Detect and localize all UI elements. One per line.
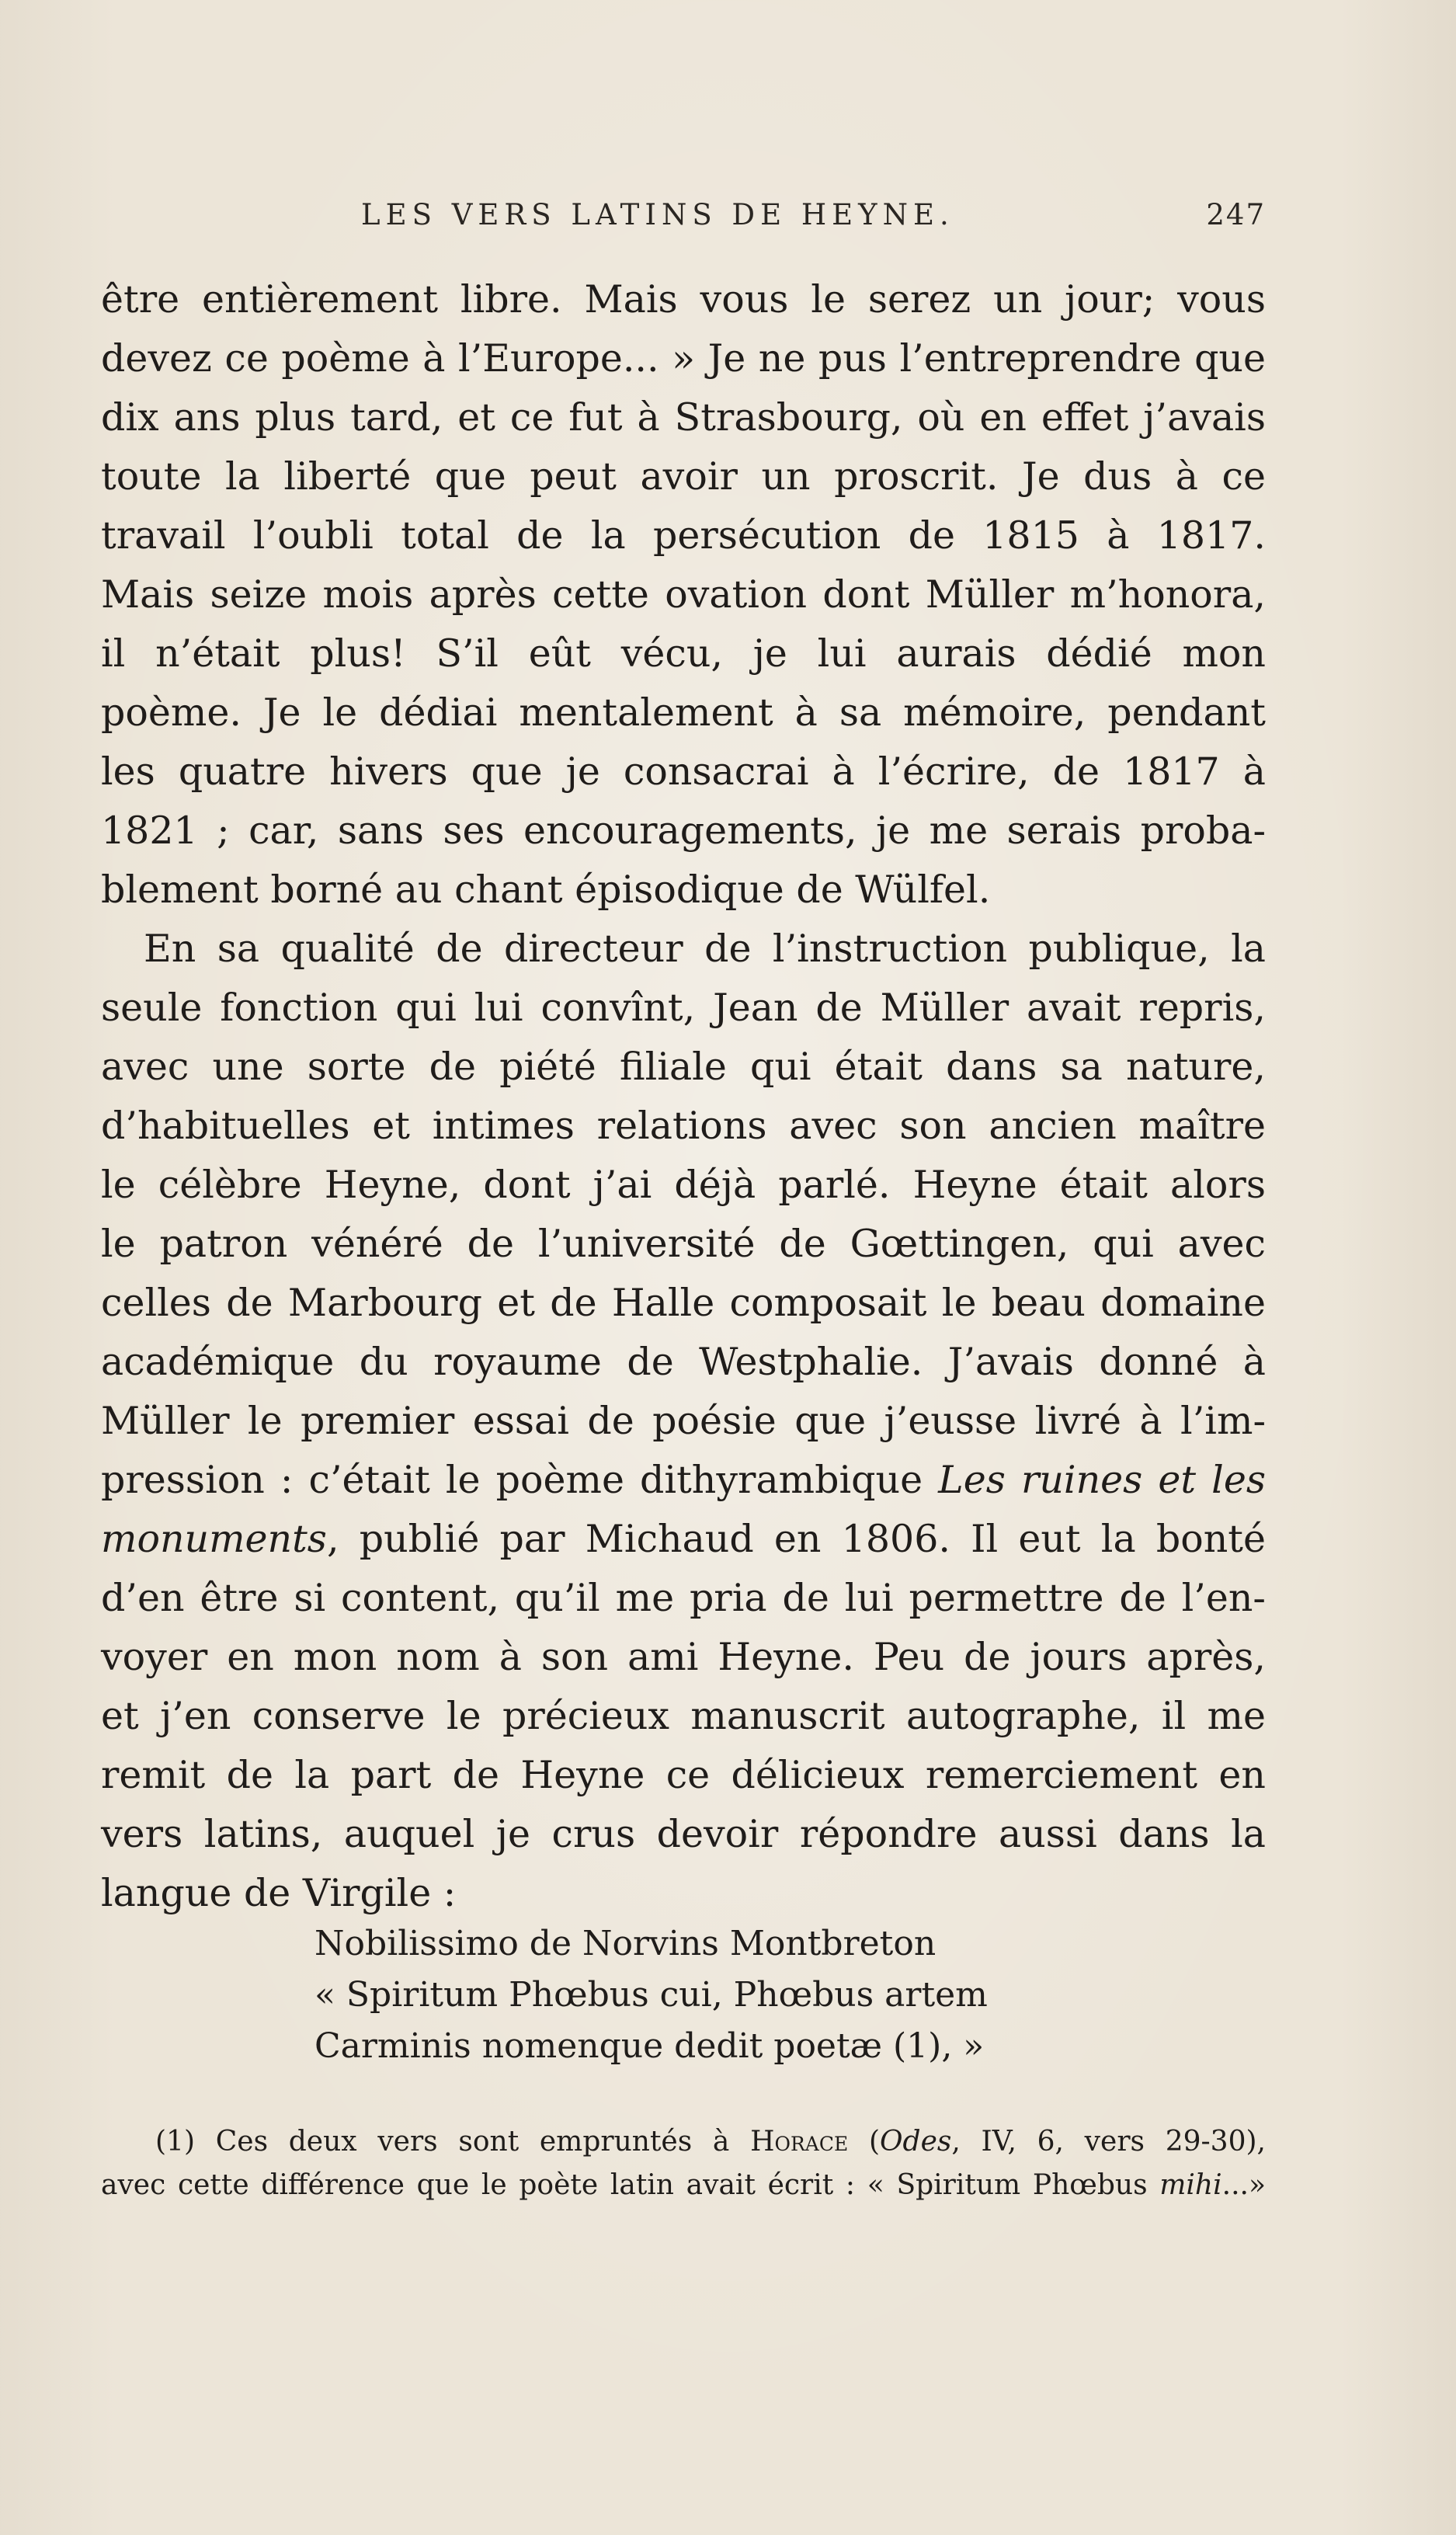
verse-line: Carminis nomenque dedit poetæ (1), » bbox=[314, 2026, 985, 2066]
line-text: , publié par Michaud en 1806. Il eut la bonté bbox=[326, 1517, 1266, 1561]
footnote bbox=[101, 2120, 1266, 2207]
text-line: académique du royaume de Westphalie. J’avais donné à bbox=[101, 1340, 1266, 1384]
body-text bbox=[101, 270, 1266, 1923]
text-line: 1821 ; car, sans ses encouragements, je me serais proba- bbox=[101, 808, 1266, 853]
text-line: seule fonction qui lui convînt, Jean de Müller avait repris, bbox=[101, 986, 1266, 1030]
footnote-line bbox=[101, 2120, 1266, 2164]
text-line: il n’était plus! S’il eût vécu, je lui aurais dédié mon bbox=[101, 631, 1266, 676]
text-line bbox=[101, 1451, 1266, 1510]
book-title-italic: Les ruines et les bbox=[938, 1458, 1266, 1502]
running-head bbox=[109, 198, 1266, 245]
footnote-work: Odes bbox=[880, 2126, 952, 2158]
text-line: travail l’oubli total de la persécution de 1815 à 1817. bbox=[101, 513, 1266, 558]
text-line: les quatre hivers que je consacrai à l’écrire, de 1817 à bbox=[101, 749, 1266, 794]
verse-line: « Spiritum Phœbus cui, Phœbus artem bbox=[314, 1975, 988, 2015]
text-line: Müller le premier essai de poésie que j’eusse livré à l’im- bbox=[101, 1399, 1266, 1443]
text-line: remit de la part de Heyne ce délicieux remerciement en bbox=[101, 1753, 1266, 1797]
latin-verse bbox=[314, 1918, 1091, 2072]
text-line: le célèbre Heyne, dont j’ai déjà parlé. Heyne était alors bbox=[101, 1163, 1266, 1207]
paragraph-start-line: En sa qualité de directeur de l’instruction publique, la bbox=[144, 927, 1266, 971]
footnote-text: avec cette différence que le poète latin avait écrit : « Spiritum Phœbus bbox=[101, 2169, 1148, 2201]
book-title-italic-cont: monuments bbox=[101, 1517, 327, 1561]
page-number: 247 bbox=[1206, 198, 1266, 231]
text-line bbox=[101, 1510, 1266, 1569]
line-text: pression : c’était le poème dithyrambique bbox=[101, 1458, 923, 1502]
text-line: poème. Je le dédiai mentalement à sa mémoire, pendant bbox=[101, 690, 1266, 735]
text-line: toute la liberté que peut avoir un proscrit. Je dus à ce bbox=[101, 454, 1266, 499]
footnote-close: ...» bbox=[1221, 2169, 1266, 2201]
text-line: dix ans plus tard, et ce fut à Strasbourg, où en effet j’avais bbox=[101, 395, 1266, 440]
text-line: Mais seize mois après cette ovation dont Müller m’honora, bbox=[101, 572, 1266, 617]
footnote-marker: (1) bbox=[155, 2126, 195, 2158]
footnote-paren: ( bbox=[868, 2126, 881, 2158]
verse-line: Nobilissimo de Norvins Montbreton bbox=[314, 1924, 936, 1963]
text-line: le patron vénéré de l’université de Gœttingen, qui avec bbox=[101, 1222, 1266, 1266]
text-line: être entièrement libre. Mais vous le serez un jour; vous bbox=[101, 277, 1266, 322]
text-line: celles de Marbourg et de Halle composait le beau domaine bbox=[101, 1281, 1266, 1325]
footnote-ref: , IV, 6, vers 29-30), bbox=[951, 2126, 1266, 2158]
text-line: devez ce poème à l’Europe... » Je ne pus l’entreprendre que bbox=[101, 336, 1266, 381]
text-line: avec une sorte de piété filiale qui était dans sa nature, bbox=[101, 1045, 1266, 1089]
running-title: LES VERS LATINS DE HEYNE. bbox=[361, 198, 954, 231]
footnote-text: Ces deux vers sont empruntés à bbox=[215, 2126, 730, 2158]
text-line: voyer en mon nom à son ami Heyne. Peu de jours après, bbox=[101, 1635, 1266, 1679]
footnote-author: Horace bbox=[750, 2126, 849, 2158]
text-line: vers latins, auquel je crus devoir répondre aussi dans la bbox=[101, 1812, 1266, 1856]
text-line: d’en être si content, qu’il me pria de lui permettre de l’en- bbox=[101, 1576, 1266, 1620]
text-line: langue de Virgile : bbox=[101, 1871, 457, 1915]
text-line: et j’en conserve le précieux manuscrit autographe, il me bbox=[101, 1694, 1266, 1738]
text-line: d’habituelles et intimes relations avec son ancien maître bbox=[101, 1104, 1266, 1148]
text-line: blement borné au chant épisodique de Wülfel. bbox=[101, 868, 991, 912]
footnote-line bbox=[101, 2164, 1266, 2207]
footnote-emphasis: mihi bbox=[1159, 2169, 1222, 2201]
